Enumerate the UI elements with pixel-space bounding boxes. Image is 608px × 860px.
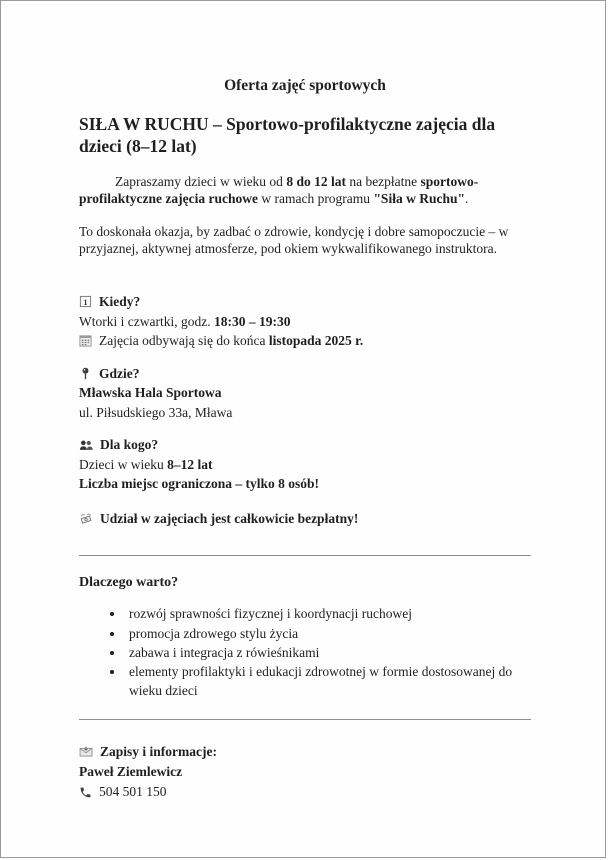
location-pin-icon — [79, 367, 92, 380]
who-label: Dla kogo? — [100, 437, 159, 453]
main-heading: SIŁA W RUCHU – Sportowo-profilaktyczne zajęcia dla dzieci (8–12 lat) — [79, 114, 496, 157]
contact-name: Paweł Ziemlewicz — [79, 763, 183, 779]
when-duration-text — [99, 332, 363, 350]
envelope-icon — [79, 746, 93, 757]
section-contact — [79, 743, 531, 801]
where-label: Gdzie? — [99, 365, 140, 381]
second-paragraph: To doskonała okazja, by zadbać o zdrowie, kondycję i dobre samopoczucie – w przyjaznej, aktywnej atmosferze, pod okiem wykwalifikowanego instruktora. — [79, 223, 509, 257]
venue-name: Mławska Hala Sportowa — [79, 385, 222, 401]
contact-heading-row — [79, 743, 531, 761]
calendar-grid-icon — [79, 334, 92, 347]
where-label-row — [79, 365, 531, 383]
benefit-item: • promocja zdrowego stylu życia — [125, 624, 531, 643]
when-duration-date: listopada 2025 r. — [268, 333, 364, 349]
section-who — [79, 436, 531, 493]
when-times-hours: 18:30 – 19:30 — [213, 313, 291, 329]
benefits-list — [79, 604, 531, 700]
free-row — [79, 510, 531, 528]
benefit-item: • zabawa i integracja z rówieśnikami — [125, 643, 531, 662]
telephone-receiver-icon — [79, 786, 92, 799]
calendar-date-icon — [79, 295, 92, 308]
when-label-row — [79, 293, 531, 311]
money-with-wings-icon — [79, 512, 93, 525]
intro-seg-0: Zapraszamy dzieci w wieku od — [115, 173, 287, 189]
separator-bottom — [79, 719, 531, 720]
phone-row — [79, 783, 531, 801]
intro-seg-3: sportowo-profilaktyczne zajęcia ruchowe — [79, 173, 479, 207]
when-times — [79, 313, 531, 331]
venue-address: ul. Piłsudskiego 33a, Mława — [79, 404, 233, 420]
who-age-range: 8–12 lat — [167, 456, 213, 472]
section-when — [79, 293, 531, 350]
when-label: Kiedy? — [99, 293, 141, 309]
when-duration-pre: Zajęcia odbywają się do końca — [99, 333, 269, 349]
phone-number: 504 501 150 — [99, 784, 167, 800]
benefit-item: • rozwój sprawności fizycznej i koordynacji ruchowej — [125, 604, 531, 623]
svg-text:1: 1 — [83, 297, 88, 307]
free-text: Udział w zajęciach jest całkowicie bezpłatny! — [100, 510, 359, 526]
intro-seg-4: w ramach programu — [257, 191, 374, 207]
who-label-row — [79, 436, 531, 454]
doc-title: Oferta zajęć sportowych — [224, 77, 386, 94]
who-age — [79, 456, 531, 474]
intro-seg-1: 8 do 12 lat — [286, 173, 346, 189]
section-where — [79, 365, 531, 422]
people-icon — [79, 439, 93, 452]
who-limit: Liczba miejsc ograniczona – tylko 8 osób! — [79, 476, 319, 492]
when-times-pre: Wtorki i czwartki, godz. — [79, 313, 214, 329]
who-age-pre: Dzieci w wieku — [79, 456, 168, 472]
contact-heading: Zapisy i informacje: — [100, 744, 217, 760]
intro-paragraph — [79, 173, 531, 208]
when-duration-row — [79, 332, 531, 350]
intro-seg-6: . — [464, 191, 469, 207]
intro-seg-5: "Siła w Ruchu" — [373, 191, 465, 207]
why-heading: Dlaczego warto? — [79, 575, 179, 591]
intro-seg-2: na bezpłatne — [345, 173, 421, 189]
separator-top — [79, 555, 531, 556]
benefit-item: • elementy profilaktyki i edukacji zdrowotnej w formie dostosowanej do wieku dzieci — [125, 662, 531, 700]
